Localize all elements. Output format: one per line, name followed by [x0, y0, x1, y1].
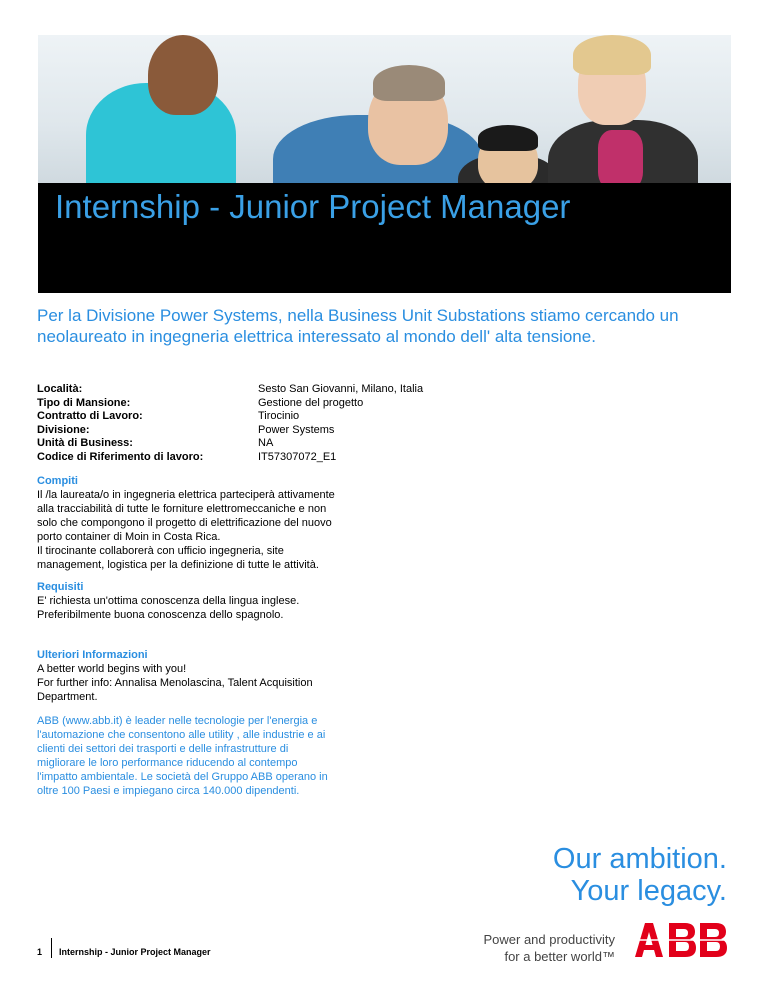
- page-number: 1: [37, 947, 43, 957]
- section-line: alla tracciabilità di tutte le forniture elettromeccaniche e non: [37, 503, 327, 515]
- detail-label: Codice di Riferimento di lavoro:: [37, 450, 204, 463]
- section-compiti: [37, 474, 377, 572]
- section-line: For further info: Annalisa Menolascina, Talent Acquisition: [37, 677, 313, 689]
- section-line: E' richiesta un'ottima conoscenza della lingua inglese.: [37, 595, 300, 607]
- detail-label: Contratto di Lavoro:: [37, 410, 143, 423]
- detail-row: [37, 397, 497, 411]
- detail-row: [37, 424, 497, 438]
- tagline-line: for a better world™: [504, 949, 615, 964]
- page-title: Internship - Junior Project Manager: [55, 188, 571, 225]
- detail-row: [37, 451, 497, 465]
- intro-text: Per la Divisione Power Systems, nella Business Unit Substations stiamo cercando un neolaureato in ingegneria elettrica interessato al mondo dell' alta tensione.: [37, 306, 679, 346]
- job-details: [37, 383, 497, 465]
- section-line: porto container di Moin in Costa Rica.: [37, 531, 221, 543]
- description-line: ABB (www.abb.it) è leader nelle tecnologie per l'energia e: [37, 715, 318, 727]
- section-line: Department.: [37, 691, 98, 703]
- person-shape: [373, 65, 445, 101]
- section-requisiti: [37, 580, 377, 622]
- description-line: migliorare le loro performance riducendo al contempo: [37, 757, 298, 769]
- person-shape: [478, 125, 538, 151]
- section-line: management, logistica per la definizione di tutte le attività.: [37, 559, 319, 571]
- detail-label: Tipo di Mansione:: [37, 396, 131, 409]
- company-description: [37, 714, 367, 798]
- person-shape: [148, 35, 218, 115]
- section-line: A better world begins with you!: [37, 663, 187, 675]
- slogan: [553, 843, 727, 907]
- footer-divider: [51, 938, 52, 958]
- detail-value: Sesto San Giovanni, Milano, Italia: [258, 383, 424, 395]
- detail-value: NA: [258, 437, 274, 450]
- detail-row: [37, 410, 497, 424]
- description-line: l'impatto ambientale. Le società del Gruppo ABB operano in: [37, 771, 328, 783]
- section-heading: Ulteriori Informazioni: [37, 649, 148, 661]
- hero-image: [38, 35, 731, 185]
- detail-row: [37, 383, 497, 397]
- slogan-line: Your legacy.: [570, 875, 727, 907]
- detail-row: [37, 437, 497, 451]
- section-line: Il /la laureata/o in ingegneria elettrica parteciperà attivamente: [37, 489, 335, 501]
- detail-value: Tirocinio: [258, 410, 300, 423]
- section-heading: Requisiti: [37, 581, 84, 593]
- section-line: solo che compongono il progetto di elettrificazione del nuovo: [37, 517, 332, 529]
- section-heading: Compiti: [37, 475, 78, 487]
- detail-label: Divisione:: [37, 423, 90, 436]
- tagline-line: Power and productivity: [483, 932, 615, 947]
- person-shape: [573, 35, 651, 75]
- description-line: clienti dei settori dei trasporti e delle infrastrutture di: [37, 743, 289, 755]
- title-banner: [38, 183, 731, 293]
- detail-value: Power Systems: [258, 423, 335, 436]
- detail-value: IT57307072_E1: [258, 450, 337, 463]
- detail-label: Località:: [37, 383, 83, 395]
- abb-logo-icon: [633, 921, 733, 959]
- detail-value: Gestione del progetto: [258, 396, 364, 409]
- section-ulteriori: [37, 648, 377, 704]
- description-line: l'automazione che consentono alle utility , alle industrie e ai: [37, 729, 326, 741]
- description-line: oltre 100 Paesi e impiegano circa 140.000 dipendenti.: [37, 785, 300, 797]
- section-line: Il tirocinante collaborerà con ufficio ingegneria, site: [37, 545, 284, 557]
- tagline: [440, 931, 615, 965]
- slogan-line: Our ambition.: [552, 843, 727, 875]
- footer-title: Internship - Junior Project Manager: [59, 947, 211, 957]
- person-shape: [598, 130, 643, 185]
- section-line: Preferibilmente buona conoscenza dello spagnolo.: [37, 609, 284, 621]
- detail-label: Unità di Business:: [37, 437, 133, 450]
